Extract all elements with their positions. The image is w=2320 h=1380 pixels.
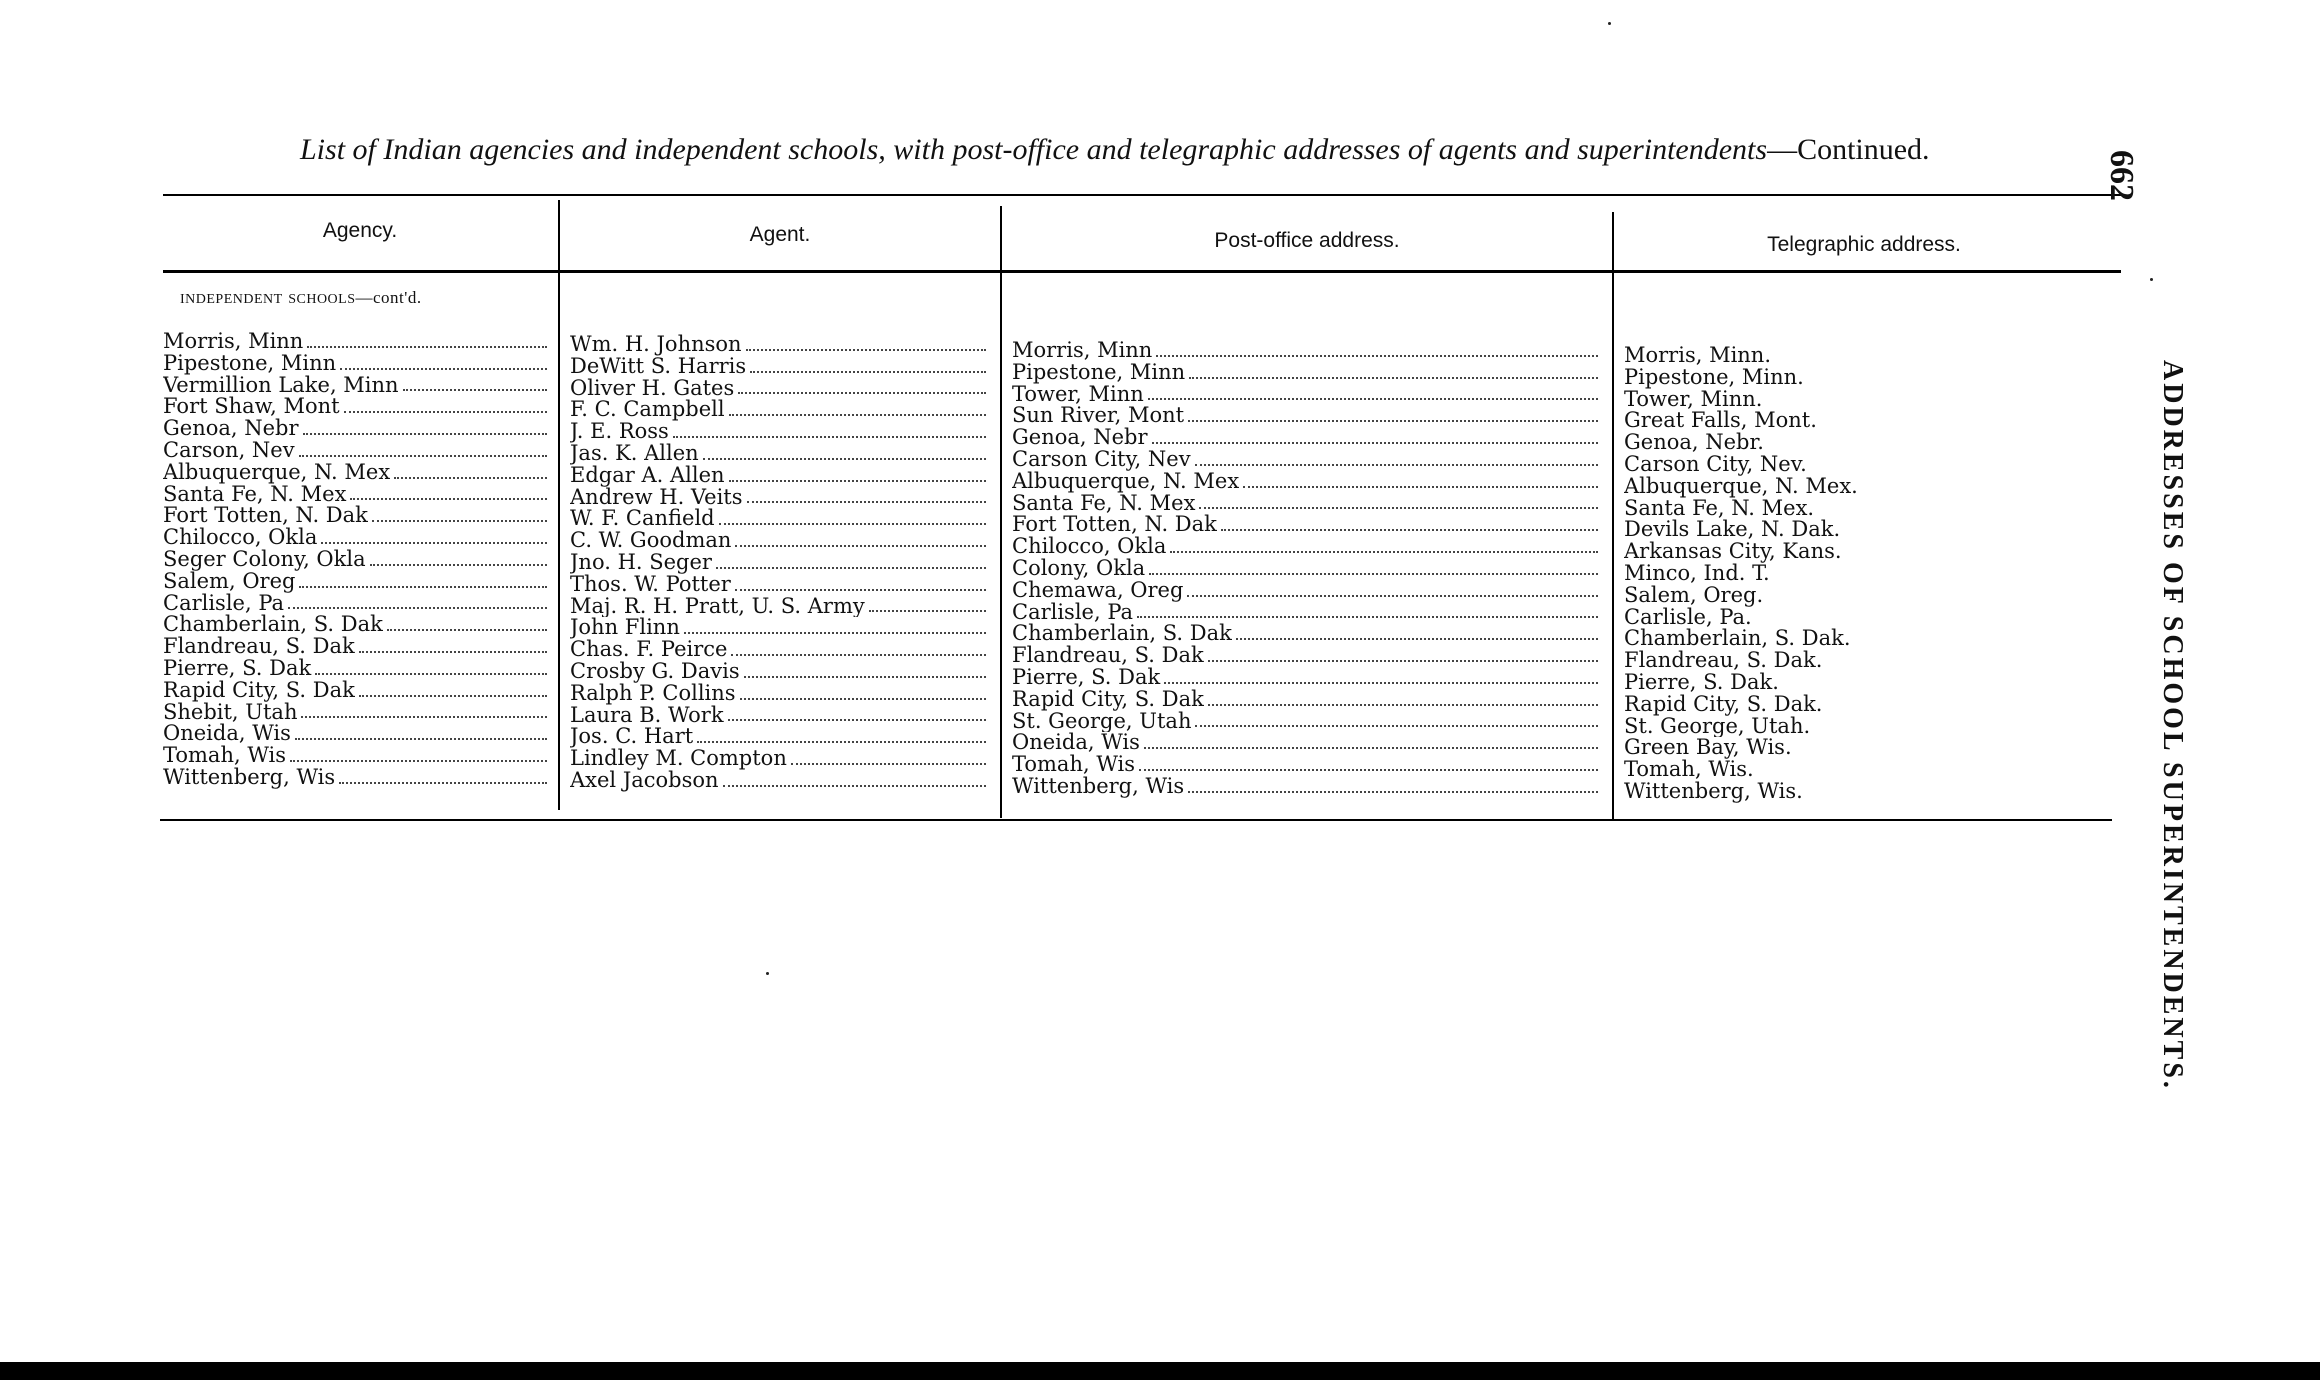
leader-dots (340, 368, 547, 370)
agent-entry (570, 508, 990, 530)
telegraphic-entry-text: Flandreau, S. Dak. (1624, 650, 1823, 672)
agent-entry (570, 770, 990, 792)
leader-dots (344, 411, 547, 413)
telegraphic-entry (1624, 737, 2104, 759)
telegraphic-entry (1624, 694, 2104, 716)
leader-dots (301, 716, 547, 718)
telegraphic-entry (1624, 454, 2104, 476)
post-office-entry-text: St. George, Utah (1012, 710, 1192, 733)
post-office-entry-text: Pipestone, Minn (1012, 361, 1186, 384)
leader-dots (869, 610, 986, 612)
agent-entry-text: DeWitt S. Harris (570, 355, 747, 378)
leader-dots (1139, 769, 1598, 771)
post-office-entry-text: Tomah, Wis (1012, 754, 1136, 776)
leader-dots (303, 433, 547, 435)
agency-entry-text: Chilocco, Okla (163, 527, 318, 549)
post-office-entry-text: Chilocco, Okla (1012, 536, 1167, 558)
agency-entry-text: Shebit, Utah (163, 701, 298, 724)
post-office-entry (1012, 427, 1602, 449)
header-agency: Agency. (322, 219, 398, 242)
telegraphic-entry (1624, 345, 2104, 367)
leader-dots (372, 520, 547, 522)
telegraphic-entry (1624, 585, 2104, 607)
telegraphic-entry-text: Pipestone, Minn. (1624, 366, 1804, 389)
post-office-entry-text: Wittenberg, Wis (1012, 775, 1185, 798)
leader-dots (1208, 660, 1598, 662)
telegraphic-entry-text: Albuquerque, N. Mex. (1624, 475, 1858, 498)
leader-dots (750, 371, 986, 373)
leader-dots (359, 651, 547, 653)
post-office-entry (1012, 340, 1602, 362)
leader-dots (321, 542, 547, 544)
table-caption (300, 132, 2000, 168)
leader-dots (387, 629, 547, 631)
leader-dots (1188, 791, 1598, 793)
leader-dots (1243, 486, 1598, 488)
telegraphic-entry (1624, 672, 2104, 694)
leader-dots (1187, 595, 1598, 597)
agency-entry (163, 331, 551, 353)
post-office-entry (1012, 667, 1602, 689)
post-office-entry-text: Flandreau, S. Dak (1012, 645, 1204, 667)
post-office-entry-text: Chemawa, Oreg (1012, 579, 1184, 602)
leader-dots (703, 458, 986, 460)
leader-dots (740, 698, 986, 700)
column-divider-1 (558, 200, 560, 810)
agent-column (570, 334, 990, 792)
agency-entry (163, 767, 551, 789)
post-office-entry (1012, 711, 1602, 733)
agency-entry-text: Wittenberg, Wis (163, 766, 336, 789)
post-office-entry-text: Tower, Minn (1012, 383, 1144, 406)
post-office-entry (1012, 493, 1602, 515)
caption-italic: List of Indian agencies and independent schools, with post-office and telegraphic addresses of agents and superintendents (300, 133, 1768, 166)
leader-dots (299, 586, 547, 588)
leader-dots (1164, 682, 1598, 684)
post-office-entry-text: Morris, Minn (1012, 340, 1153, 362)
leader-dots (735, 545, 986, 547)
agent-entry-text: Lindley M. Compton (570, 748, 787, 770)
telegraphic-column (1624, 345, 2104, 803)
post-office-entry-text: Carlisle, Pa (1012, 601, 1134, 624)
section-label-suffix: —cont'd. (355, 288, 422, 307)
post-office-entry (1012, 536, 1602, 558)
telegraphic-entry-text: Minco, Ind. T. (1624, 562, 1770, 585)
agent-entry (570, 378, 990, 400)
telegraphic-entry (1624, 716, 2104, 738)
leader-dots (1148, 398, 1598, 400)
agency-entry-text: Oneida, Wis (163, 723, 291, 746)
leader-dots (403, 389, 547, 391)
agency-entry (163, 418, 551, 440)
post-office-entry (1012, 602, 1602, 624)
leader-dots (370, 564, 547, 566)
agency-entry-text: Morris, Minn (163, 331, 304, 353)
leader-dots (1208, 704, 1598, 706)
leader-dots (728, 719, 986, 721)
column-divider-3 (1612, 212, 1614, 820)
agency-entry-text: Fort Shaw, Mont (163, 396, 340, 419)
telegraphic-entry (1624, 563, 2104, 585)
agent-entry-text: F. C. Campbell (570, 399, 725, 422)
agency-entry (163, 745, 551, 767)
leader-dots (1199, 507, 1598, 509)
agent-entry (570, 617, 990, 639)
post-office-entry-text: Genoa, Nebr (1012, 427, 1148, 449)
leader-dots (738, 392, 986, 394)
agency-entry (163, 462, 551, 484)
scan-speck (2150, 278, 2153, 281)
agency-entry-text: Carson, Nev (163, 439, 295, 462)
post-office-entry (1012, 405, 1602, 427)
leader-dots (716, 567, 986, 569)
post-office-entry-text: Pierre, S. Dak (1012, 666, 1161, 689)
telegraphic-entry-text: Devils Lake, N. Dak. (1624, 519, 1841, 542)
telegraphic-entry-text: Santa Fe, N. Mex. (1624, 497, 1815, 520)
telegraphic-entry (1624, 759, 2104, 781)
scan-speck (766, 972, 769, 975)
leader-dots (359, 695, 547, 697)
leader-dots (731, 654, 986, 656)
post-office-entry-text: Colony, Okla (1012, 557, 1146, 580)
agency-entry (163, 593, 551, 615)
agency-entry (163, 396, 551, 418)
leader-dots (747, 501, 986, 503)
agent-entry-text: Jas. K. Allen (570, 442, 699, 465)
agent-entry (570, 574, 990, 596)
telegraphic-entry (1624, 498, 2104, 520)
agent-entry (570, 421, 990, 443)
post-office-entry (1012, 362, 1602, 384)
agent-entry-text: Chas. F. Peirce (570, 639, 728, 661)
telegraphic-entry-text: Pierre, S. Dak. (1624, 671, 1779, 694)
header-agent: Agent. (749, 223, 811, 246)
agent-entry-text: Edgar A. Allen (570, 464, 725, 487)
leader-dots (746, 349, 986, 351)
scan-bottom-edge (0, 1362, 2320, 1380)
telegraphic-entry (1624, 628, 2104, 650)
leader-dots (1188, 420, 1598, 422)
leader-dots (1149, 573, 1598, 575)
telegraphic-entry (1624, 389, 2104, 411)
leader-dots (1195, 464, 1598, 466)
column-divider-2 (1000, 206, 1002, 818)
agency-entry-text: Santa Fe, N. Mex (163, 483, 347, 506)
page-number: 662 (2103, 150, 2140, 201)
agent-entry (570, 487, 990, 509)
telegraphic-entry (1624, 607, 2104, 629)
post-office-entry (1012, 471, 1602, 493)
agency-entry-text: Carlisle, Pa (163, 592, 285, 615)
leader-dots (1144, 747, 1598, 749)
post-office-entry-text: Santa Fe, N. Mex (1012, 492, 1196, 515)
telegraphic-entry-text: Carlisle, Pa. (1624, 606, 1752, 629)
leader-dots (723, 785, 986, 787)
agency-entry (163, 658, 551, 680)
telegraphic-entry-text: Great Falls, Mont. (1624, 410, 1817, 433)
post-office-entry (1012, 558, 1602, 580)
telegraphic-entry-text: Tower, Minn. (1624, 388, 1763, 411)
post-office-entry (1012, 449, 1602, 471)
agent-entry-text: Crosby G. Davis (570, 660, 740, 683)
telegraphic-entry (1624, 781, 2104, 803)
post-office-entry (1012, 645, 1602, 667)
telegraphic-entry (1624, 367, 2104, 389)
leader-dots (1137, 616, 1598, 618)
agency-entry-text: Albuquerque, N. Mex (163, 461, 391, 484)
telegraphic-entry-text: Morris, Minn. (1624, 345, 1772, 367)
header-post-office: Post-office address. (1214, 229, 1400, 252)
agent-entry (570, 399, 990, 421)
leader-dots (1189, 377, 1598, 379)
post-office-entry-text: Rapid City, S. Dak (1012, 688, 1204, 711)
agent-entry (570, 596, 990, 618)
agent-entry (570, 726, 990, 748)
leader-dots (339, 782, 547, 784)
leader-dots (315, 673, 547, 675)
post-office-entry (1012, 689, 1602, 711)
agency-entry (163, 505, 551, 527)
agency-column (163, 331, 551, 789)
leader-dots (1221, 529, 1598, 531)
table-bottom-rule (160, 819, 2112, 821)
post-office-entry-text: Albuquerque, N. Mex (1012, 470, 1240, 493)
header-bottom-rule (163, 270, 2121, 273)
leader-dots (299, 455, 547, 457)
agent-entry (570, 465, 990, 487)
telegraphic-entry (1624, 476, 2104, 498)
agency-entry-text: Fort Totten, N. Dak (163, 505, 368, 528)
agency-entry (163, 375, 551, 397)
telegraphic-entry (1624, 432, 2104, 454)
agency-entry-text: Salem, Oreg (163, 570, 296, 593)
post-office-entry (1012, 580, 1602, 602)
agent-entry (570, 683, 990, 705)
telegraphic-entry-text: Arkansas City, Kans. (1624, 541, 1842, 563)
agency-entry (163, 353, 551, 375)
agent-entry (570, 552, 990, 574)
post-office-entry (1012, 732, 1602, 754)
leader-dots (307, 346, 547, 348)
telegraphic-entry (1624, 519, 2104, 541)
agency-entry (163, 702, 551, 724)
telegraphic-entry-text: Genoa, Nebr. (1624, 432, 1764, 454)
agent-entry-text: John Flinn (570, 617, 680, 640)
agency-entry (163, 680, 551, 702)
leader-dots (1152, 442, 1598, 444)
agent-entry-text: Maj. R. H. Pratt, U. S. Army (570, 595, 865, 618)
telegraphic-entry-text: Carson City, Nev. (1624, 453, 1807, 476)
leader-dots (719, 523, 986, 525)
leader-dots (791, 763, 986, 765)
agency-entry-text: Genoa, Nebr (163, 418, 299, 440)
caption-suffix: —Continued. (1767, 133, 1930, 166)
post-office-entry-text: Sun River, Mont (1012, 405, 1185, 428)
agent-entry-text: Wm. H. Johnson (570, 334, 742, 356)
agent-entry-text: Andrew H. Veits (570, 486, 743, 509)
leader-dots (673, 436, 986, 438)
leader-dots (729, 414, 986, 416)
telegraphic-entry-text: Tomah, Wis. (1624, 759, 1754, 781)
agent-entry-text: Axel Jacobson (570, 769, 719, 792)
agency-entry (163, 723, 551, 745)
telegraphic-entry (1624, 541, 2104, 563)
agent-entry (570, 443, 990, 465)
agent-entry (570, 705, 990, 727)
agent-entry-text: W. F. Canfield (570, 508, 715, 531)
agent-entry-text: Ralph P. Collins (570, 682, 736, 705)
post-office-entry-text: Oneida, Wis (1012, 732, 1140, 755)
post-office-entry-text: Fort Totten, N. Dak (1012, 514, 1217, 537)
scan-speck (1608, 22, 1611, 25)
post-office-entry (1012, 514, 1602, 536)
post-office-entry-text: Chamberlain, S. Dak (1012, 623, 1232, 646)
agency-entry (163, 527, 551, 549)
agency-entry-text: Tomah, Wis (163, 745, 287, 767)
telegraphic-entry (1624, 650, 2104, 672)
agent-entry (570, 334, 990, 356)
agent-entry-text: Laura B. Work (570, 704, 724, 727)
leader-dots (744, 676, 986, 678)
leader-dots (1170, 551, 1598, 553)
leader-dots (394, 477, 547, 479)
agent-entry-text: J. E. Ross (570, 421, 669, 443)
agency-entry-text: Vermillion Lake, Minn (163, 374, 399, 397)
leader-dots (735, 589, 986, 591)
leader-dots (729, 480, 986, 482)
header-telegraphic: Telegraphic address. (1767, 233, 1961, 256)
agency-entry-text: Rapid City, S. Dak (163, 679, 355, 702)
post-office-entry (1012, 776, 1602, 798)
leader-dots (295, 738, 547, 740)
leader-dots (288, 607, 547, 609)
post-office-column (1012, 340, 1602, 798)
agent-entry (570, 748, 990, 770)
section-label (180, 286, 422, 309)
agency-entry-text: Pipestone, Minn (163, 352, 337, 375)
agency-entry (163, 484, 551, 506)
telegraphic-entry-text: Chamberlain, S. Dak. (1624, 628, 1851, 651)
agency-entry (163, 440, 551, 462)
agency-entry-text: Chamberlain, S. Dak (163, 614, 383, 637)
telegraphic-entry (1624, 410, 2104, 432)
leader-dots (1236, 638, 1598, 640)
agency-entry (163, 614, 551, 636)
leader-dots (684, 632, 986, 634)
telegraphic-entry-text: St. George, Utah. (1624, 715, 1811, 738)
post-office-entry (1012, 623, 1602, 645)
agent-entry-text: C. W. Goodman (570, 530, 732, 552)
leader-dots (350, 498, 547, 500)
agency-entry (163, 636, 551, 658)
table-top-rule (163, 194, 2121, 196)
agent-entry-text: Jos. C. Hart (570, 726, 694, 749)
telegraphic-entry-text: Rapid City, S. Dak. (1624, 693, 1823, 716)
agency-entry (163, 549, 551, 571)
agent-entry (570, 639, 990, 661)
agency-entry-text: Pierre, S. Dak (163, 657, 312, 680)
agent-entry-text: Thos. W. Potter (570, 573, 731, 596)
telegraphic-entry-text: Salem, Oreg. (1624, 584, 1764, 607)
agency-entry (163, 571, 551, 593)
running-side-title: ADDRESSES OF SCHOOL SUPERINTENDENTS. (2157, 360, 2188, 1091)
leader-dots (1156, 355, 1598, 357)
agent-entry (570, 661, 990, 683)
agent-entry (570, 356, 990, 378)
telegraphic-entry-text: Green Bay, Wis. (1624, 737, 1792, 760)
agent-entry-text: Jno. H. Seger (570, 551, 712, 574)
post-office-entry (1012, 754, 1602, 776)
post-office-entry-text: Carson City, Nev (1012, 448, 1191, 471)
telegraphic-entry-text: Wittenberg, Wis. (1624, 780, 1803, 803)
agency-entry-text: Seger Colony, Okla (163, 548, 366, 571)
agent-entry (570, 530, 990, 552)
leader-dots (697, 741, 986, 743)
leader-dots (1195, 725, 1598, 727)
leader-dots (290, 760, 547, 762)
agent-entry-text: Oliver H. Gates (570, 377, 735, 400)
post-office-entry (1012, 384, 1602, 406)
agency-entry-text: Flandreau, S. Dak (163, 636, 355, 658)
section-label-text: independent schools (180, 286, 356, 308)
